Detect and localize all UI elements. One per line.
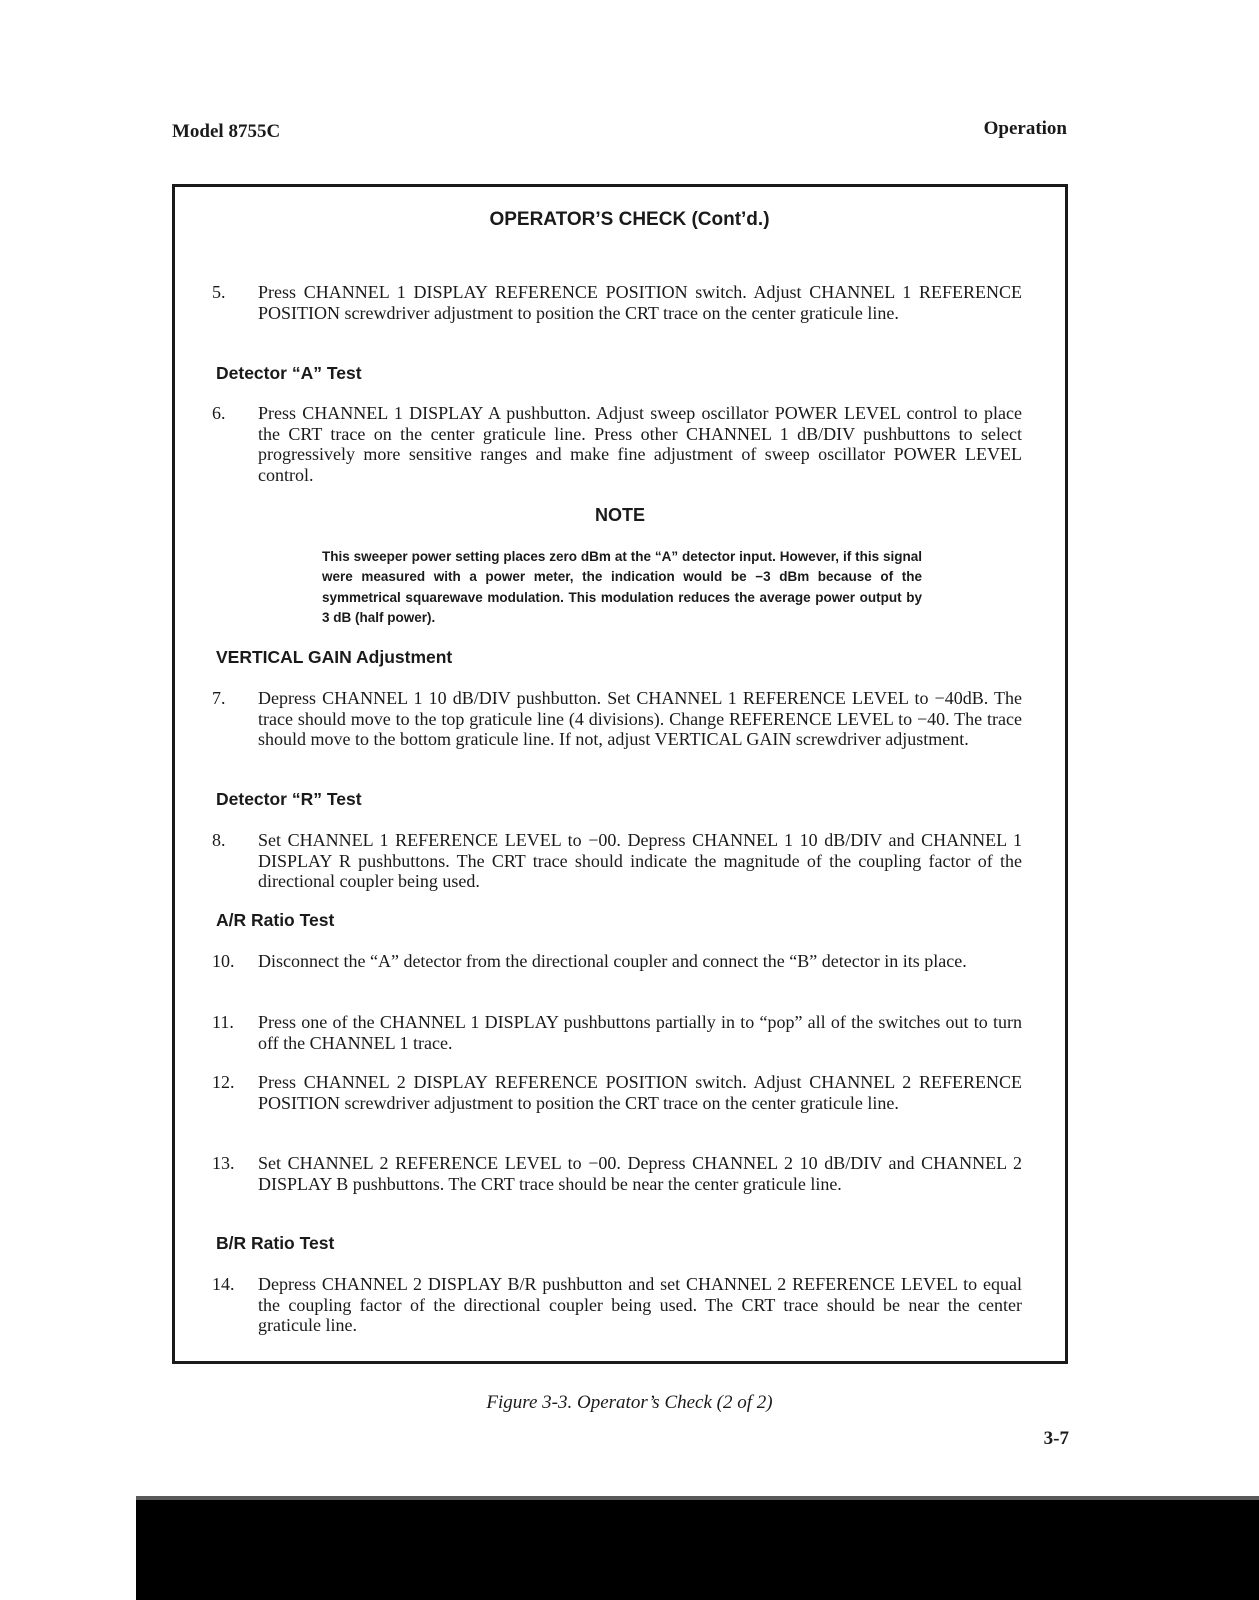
page-number: 3-7 — [1043, 1428, 1069, 1449]
step-12 — [212, 1072, 1022, 1113]
box-title: OPERATOR’S CHECK (Cont’d.) — [489, 209, 770, 230]
step-number: 10. — [212, 951, 235, 971]
step-11 — [212, 1012, 1022, 1053]
step-number: 14. — [212, 1274, 235, 1294]
note-title: NOTE — [594, 505, 645, 525]
step-text: Press CHANNEL 1 DISPLAY REFERENCE POSITION switch. Adjust CHANNEL 1 REFERENCE POSITION screwdriver adjustment to position the CRT trace on the center graticule line. — [258, 282, 1022, 323]
heading-detector-a: Detector “A” Test — [216, 363, 362, 383]
section-label: Operation — [983, 118, 1067, 139]
step-number: 11. — [212, 1012, 234, 1032]
step-text: Disconnect the “A” detector from the directional coupler and connect the “B” detector in its place. — [258, 951, 967, 971]
heading-br-ratio: B/R Ratio Test — [216, 1233, 335, 1253]
step-10 — [212, 951, 1022, 972]
step-14 — [212, 1274, 1022, 1336]
heading-vertical-gain: VERTICAL GAIN Adjustment — [216, 647, 453, 667]
scan-border — [136, 1500, 1259, 1600]
step-number: 5. — [212, 282, 226, 302]
heading-ar-ratio: A/R Ratio Test — [216, 910, 335, 930]
step-number: 8. — [212, 830, 226, 850]
step-text: Press one of the CHANNEL 1 DISPLAY pushbuttons partially in to “pop” all of the switches out to turn off the CHANNEL 1 trace. — [258, 1012, 1022, 1053]
step-5 — [212, 282, 1022, 323]
step-number: 7. — [212, 688, 226, 708]
note-text: This sweeper power setting places zero dBm at the “A” detector input. However, if this signal were measured with a power meter, the indication would be −3 dBm because of the symmetrical squarewave modulation. This modulation reduces the average power output by 3 dB (half power). — [322, 549, 922, 625]
step-13 — [212, 1153, 1022, 1194]
step-text: Set CHANNEL 1 REFERENCE LEVEL to −00. Depress CHANNEL 1 10 dB/DIV and CHANNEL 1 DISPLAY R pushbuttons. The CRT trace should indicate the magnitude of the coupling factor of the directional coupler being used. — [258, 830, 1022, 891]
step-6 — [212, 403, 1022, 485]
step-number: 12. — [212, 1072, 235, 1092]
step-text: Press CHANNEL 2 DISPLAY REFERENCE POSITION switch. Adjust CHANNEL 2 REFERENCE POSITION screwdriver adjustment to position the CRT trace on the center graticule line. — [258, 1072, 1022, 1113]
step-number: 6. — [212, 403, 226, 423]
step-text: Depress CHANNEL 1 10 dB/DIV pushbutton. Set CHANNEL 1 REFERENCE LEVEL to −40dB. The trace should move to the top graticule line (4 divisions). Change REFERENCE LEVEL to −40. The trace should move to the bottom graticule line. If not, adjust VERTICAL GAIN screwdriver adjustment. — [258, 688, 1022, 749]
step-7 — [212, 688, 1022, 750]
step-text: Depress CHANNEL 2 DISPLAY B/R pushbutton and set CHANNEL 2 REFERENCE LEVEL to equal the coupling factor of the directional coupler being used. The CRT trace should be near the center graticule line. — [258, 1274, 1022, 1335]
step-text: Press CHANNEL 1 DISPLAY A pushbutton. Adjust sweep oscillator POWER LEVEL control to place the CRT trace on the center graticule line. Press other CHANNEL 1 dB/DIV pushbuttons to select progressively more sensitive ranges and make fine adjustment of sweep oscillator POWER LEVEL control. — [258, 403, 1022, 485]
figure-caption: Figure 3-3. Operator’s Check (2 of 2) — [486, 1392, 773, 1413]
model-label: Model 8755C — [172, 121, 281, 142]
step-text: Set CHANNEL 2 REFERENCE LEVEL to −00. Depress CHANNEL 2 10 dB/DIV and CHANNEL 2 DISPLAY B pushbuttons. The CRT trace should be near the center graticule line. — [258, 1153, 1022, 1194]
step-number: 13. — [212, 1153, 235, 1173]
heading-detector-r: Detector “R” Test — [216, 789, 362, 809]
step-8 — [212, 830, 1022, 892]
